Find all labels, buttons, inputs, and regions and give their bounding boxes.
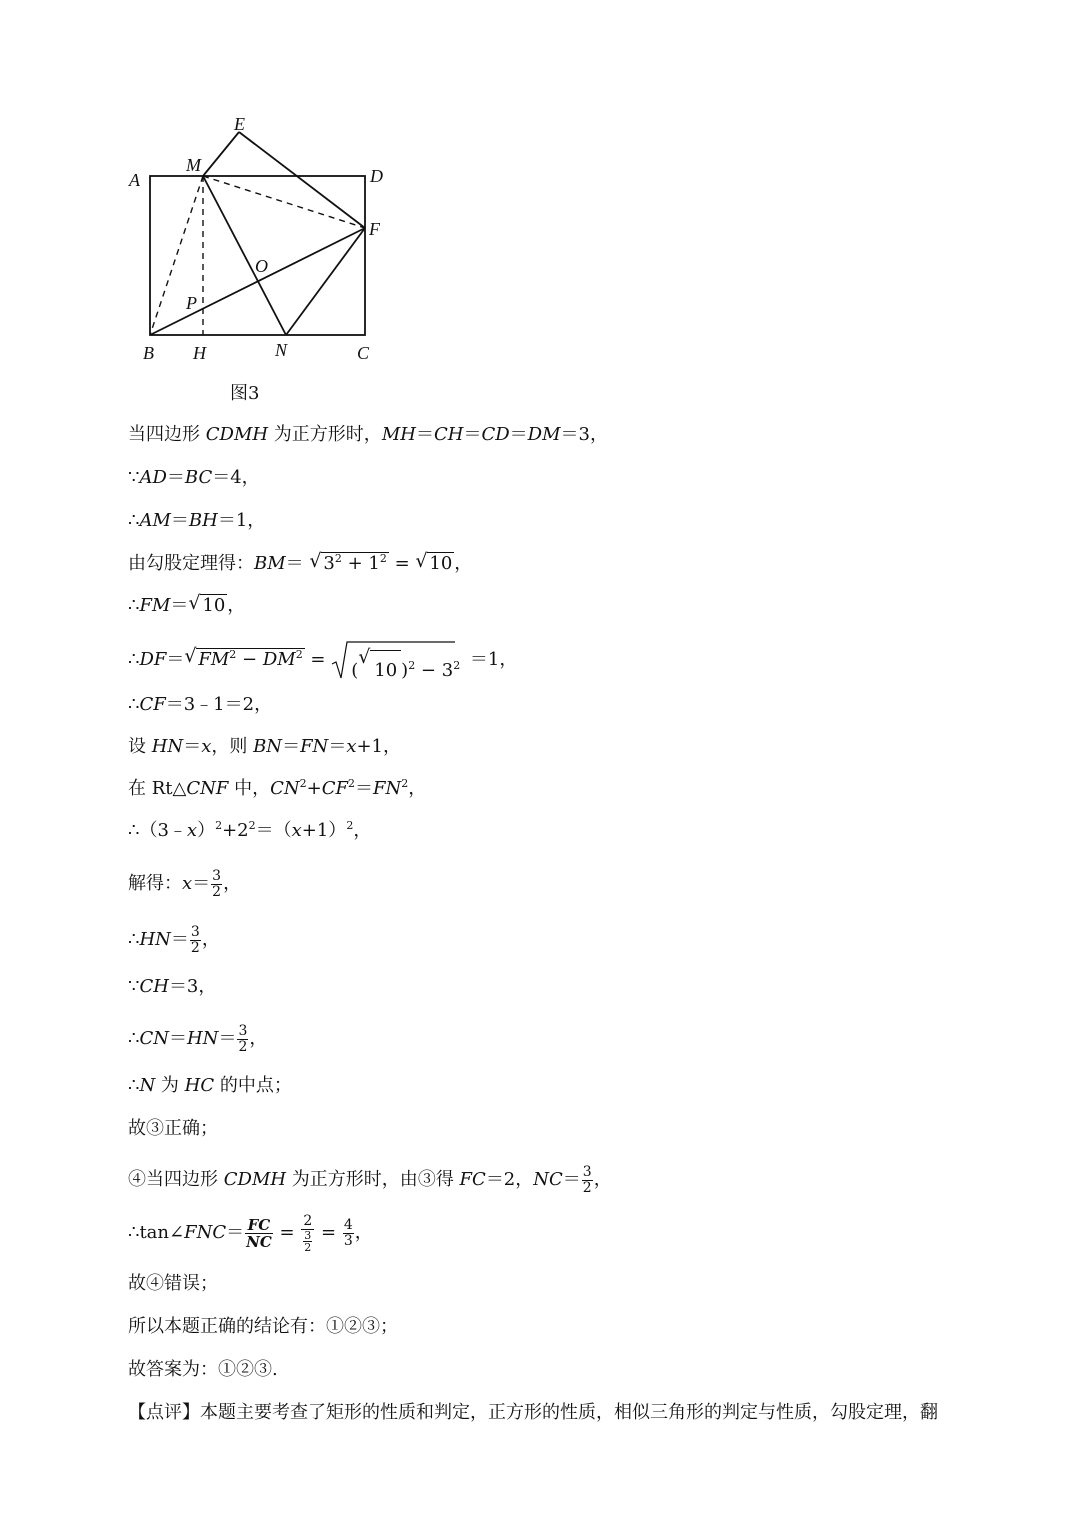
text: 10: [202, 595, 226, 616]
var: BM: [254, 553, 286, 574]
denominator: 2: [582, 1179, 592, 1196]
text: ＝: [415, 424, 434, 445]
label-e: E: [234, 114, 245, 134]
text: ＝: [355, 778, 373, 799]
line-5: [128, 591, 245, 621]
text: ，: [408, 778, 427, 799]
numerator: 3: [304, 1228, 312, 1242]
var: CF: [139, 694, 166, 715]
fraction: [237, 1024, 248, 1055]
sqrt-expression: √ $FM^2 - DM^2$: [184, 645, 303, 670]
text: ∴: [128, 1075, 140, 1096]
text: ∴（3﹣: [128, 820, 187, 841]
text: 为: [155, 1075, 185, 1096]
numerator: 3: [190, 923, 200, 940]
line-14: [128, 1019, 267, 1059]
var: FN: [300, 736, 329, 757]
text: ＝: [170, 929, 189, 950]
text: ＝3，: [560, 424, 608, 445]
line-13: [128, 972, 216, 1002]
var: NC: [533, 1169, 563, 1190]
line-18: [128, 1208, 373, 1258]
text: ，: [353, 820, 372, 841]
var: HN: [139, 929, 171, 950]
fraction: [343, 1218, 354, 1249]
line-9: [128, 774, 426, 804]
line-10: [128, 816, 371, 846]
text: 当四边形: [146, 1169, 224, 1190]
var: CNF: [186, 778, 229, 799]
var: HN: [151, 736, 184, 757]
exponent: 2: [401, 777, 409, 790]
denominator: 2: [238, 1038, 248, 1055]
var: CN: [270, 778, 300, 799]
text: ＝: [166, 467, 185, 488]
text: ＝: [328, 736, 347, 757]
text: − 3: [415, 660, 454, 681]
exponent: 2: [348, 777, 355, 790]
var: FNC: [184, 1222, 227, 1243]
var: BN: [253, 736, 283, 757]
text: ＝（: [255, 820, 292, 841]
text: 设: [128, 736, 152, 757]
text: ＝3，: [168, 976, 217, 997]
line-2: [128, 463, 260, 493]
var: FM: [139, 595, 171, 616]
circled-number: ③: [362, 1316, 380, 1337]
figure-caption: 图3: [230, 383, 260, 404]
var: BH: [188, 510, 218, 531]
circled-number: ②: [236, 1359, 254, 1380]
denominator: 2: [304, 1240, 312, 1254]
segment-ef: [239, 132, 365, 228]
text: ，: [249, 1028, 268, 1049]
sqrt-expression: √ $3^2 + 1^2$: [309, 550, 387, 574]
text: ；: [380, 1316, 398, 1337]
line-11: [128, 864, 241, 904]
text: (: [351, 660, 359, 681]
var: x: [291, 820, 302, 841]
circled-number: ④: [128, 1169, 146, 1190]
circled-number: ②: [344, 1316, 362, 1337]
var: CDMH: [205, 424, 269, 445]
inner-fraction: [303, 1230, 312, 1253]
text: =: [273, 1222, 301, 1243]
text: ∵: [128, 467, 140, 488]
text: 在 Rt△: [128, 778, 187, 799]
text: ＝: [183, 736, 202, 757]
var: CN: [139, 1028, 169, 1049]
text: +1）: [301, 820, 347, 841]
numerator: 3: [238, 1022, 248, 1039]
text: ＝: [226, 1222, 245, 1243]
var: x: [346, 736, 357, 757]
circled-number: ③: [254, 1359, 272, 1380]
numerator: 3: [212, 867, 222, 884]
var: CDMH: [223, 1169, 287, 1190]
var: CH: [433, 424, 464, 445]
text: ＝: [218, 1028, 237, 1049]
line-20: [128, 1312, 398, 1342]
var: CH: [139, 976, 169, 997]
text: +: [306, 778, 322, 799]
text: ): [401, 660, 409, 681]
text: 正确；: [164, 1118, 218, 1139]
var: FC: [459, 1169, 486, 1190]
exponent: 2: [229, 648, 237, 661]
text: ＝: [170, 595, 189, 616]
numerator: FC: [245, 1217, 273, 1234]
var: DM: [262, 649, 296, 670]
text: ∴: [128, 1028, 140, 1049]
fraction: [190, 925, 201, 956]
text: 当四边形: [128, 424, 206, 445]
text: 故: [128, 1118, 146, 1139]
sqrt-10: √ 10: [415, 550, 453, 574]
text: ＝: [166, 649, 185, 670]
line-3: [128, 506, 265, 536]
exponent: 2: [346, 819, 354, 832]
denominator: 2: [190, 939, 200, 956]
text: =: [304, 649, 332, 670]
text: ＝: [562, 1169, 581, 1190]
circled-number: ①: [326, 1316, 344, 1337]
exponent: 2: [453, 659, 461, 672]
text: 中，: [228, 778, 271, 799]
exponent: 2: [215, 819, 223, 832]
circled-number: ③: [417, 1169, 436, 1190]
text: ∴: [128, 595, 140, 616]
var: x: [186, 820, 198, 841]
text: ，: [593, 1169, 612, 1190]
text: ，: [201, 929, 220, 950]
line-8: [128, 732, 401, 762]
var: x: [182, 873, 193, 894]
text: 错误；: [164, 1273, 218, 1294]
line-16: [128, 1114, 218, 1144]
text: .: [272, 1359, 278, 1380]
text: 由勾股定理得：: [128, 553, 254, 574]
var: BC: [184, 467, 213, 488]
text: ，则: [211, 736, 254, 757]
text: =: [388, 553, 416, 574]
line-4: [128, 549, 472, 579]
line-19: [128, 1269, 218, 1299]
label-c: C: [357, 343, 370, 363]
text: ∴: [128, 694, 140, 715]
numerator: 2: [301, 1214, 314, 1230]
var: HN: [186, 1028, 219, 1049]
text: +1，: [356, 736, 402, 757]
exponent: 2: [295, 648, 303, 661]
text: 所以本题正确的结论有：: [128, 1316, 326, 1337]
text: ）: [197, 820, 216, 841]
exponent: 2: [299, 777, 307, 790]
exponent: 2: [248, 819, 256, 832]
denominator: NC: [246, 1232, 272, 1251]
text: =: [315, 1222, 342, 1243]
text: ∴: [128, 510, 140, 531]
denominator: 3: [343, 1232, 353, 1249]
text: +2: [222, 820, 249, 841]
segment-me: [203, 132, 239, 176]
label-p: P: [186, 293, 197, 313]
var: CD: [481, 424, 510, 445]
exponent: 2: [408, 659, 416, 672]
segment-mf-dashed: [203, 176, 365, 228]
var: AM: [139, 510, 171, 531]
compound-fraction: [301, 1214, 314, 1253]
fraction: [245, 1217, 273, 1250]
label-m: M: [186, 155, 201, 175]
label-n: N: [275, 340, 288, 360]
text: ＝: [463, 424, 482, 445]
var: DM: [527, 424, 561, 445]
sqrt-10: √ 10: [188, 592, 226, 616]
big-sqrt-expression: [331, 640, 464, 680]
text: ＝: [285, 553, 304, 574]
text: ＝3﹣1＝2，: [165, 694, 273, 715]
fraction: [582, 1165, 593, 1196]
line-12: [128, 920, 220, 960]
text: 为正方形时，由: [286, 1169, 418, 1190]
line-7: [128, 690, 272, 720]
text: ＝: [282, 736, 301, 757]
text: −: [236, 649, 263, 670]
text: 的中点；: [214, 1075, 292, 1096]
var: AD: [139, 467, 167, 488]
line-15: [128, 1071, 292, 1101]
text: ＝4，: [212, 467, 260, 488]
segment-bf: [150, 228, 365, 335]
label-b: B: [143, 343, 154, 363]
text: ，: [354, 1222, 373, 1243]
label-h: H: [193, 343, 206, 363]
circled-number: ①: [218, 1359, 236, 1380]
line-17: [128, 1160, 612, 1200]
text: 10: [429, 553, 453, 574]
text: ＝: [168, 1028, 187, 1049]
line-1: [128, 420, 608, 450]
text: ＝: [509, 424, 528, 445]
label-f: F: [369, 219, 380, 239]
var: FM: [198, 649, 230, 670]
label-d: D: [370, 166, 383, 186]
sqrt-10: √ 10: [358, 650, 401, 681]
exponent: 2: [379, 552, 387, 565]
text: ，: [454, 553, 473, 574]
circled-number: ④: [146, 1273, 164, 1294]
text: ＝: [192, 873, 211, 894]
line-21: [128, 1355, 278, 1385]
var: DF: [139, 649, 167, 670]
segment-mn: [203, 176, 286, 335]
text: 10: [370, 650, 401, 681]
text: 为正方形时，: [268, 424, 382, 445]
numerator: 4: [343, 1216, 353, 1233]
text: ∴tan∠: [128, 1222, 185, 1243]
var: CF: [321, 778, 348, 799]
circled-number: ③: [146, 1118, 164, 1139]
text: ∴: [128, 649, 140, 670]
geometry-figure: [120, 108, 400, 373]
text: 故: [128, 1273, 146, 1294]
line-6: [128, 640, 517, 680]
var: MH: [381, 424, 416, 445]
text: 【点评】本题主要考查了矩形的性质和判定，正方形的性质，相似三角形的判定与性质，勾股定理，翻: [128, 1402, 938, 1423]
text: ∴: [128, 929, 140, 950]
text: ＝2，: [485, 1169, 534, 1190]
var: N: [139, 1075, 156, 1096]
var: x: [201, 736, 212, 757]
text: 解得：: [128, 873, 182, 894]
text: 得: [435, 1169, 460, 1190]
label-a: A: [129, 170, 140, 190]
text: ＝1，: [217, 510, 266, 531]
text: + 1: [341, 553, 380, 574]
text: ＝1，: [464, 649, 518, 670]
text: 故答案为：: [128, 1359, 218, 1380]
numerator: 3: [582, 1163, 592, 1180]
line-22-comment: [128, 1398, 938, 1428]
var: HC: [184, 1075, 215, 1096]
denominator: 2: [212, 883, 222, 900]
label-o: O: [255, 256, 268, 276]
text: ＝: [170, 510, 189, 531]
segment-fn: [286, 228, 365, 335]
text: ，: [223, 873, 242, 894]
exponent: 2: [334, 552, 342, 565]
text: ∵: [128, 976, 140, 997]
fraction: [211, 869, 222, 900]
figure-svg: [120, 108, 400, 373]
var: FN: [373, 778, 402, 799]
text: 3: [323, 553, 335, 574]
text: ，: [227, 595, 246, 616]
